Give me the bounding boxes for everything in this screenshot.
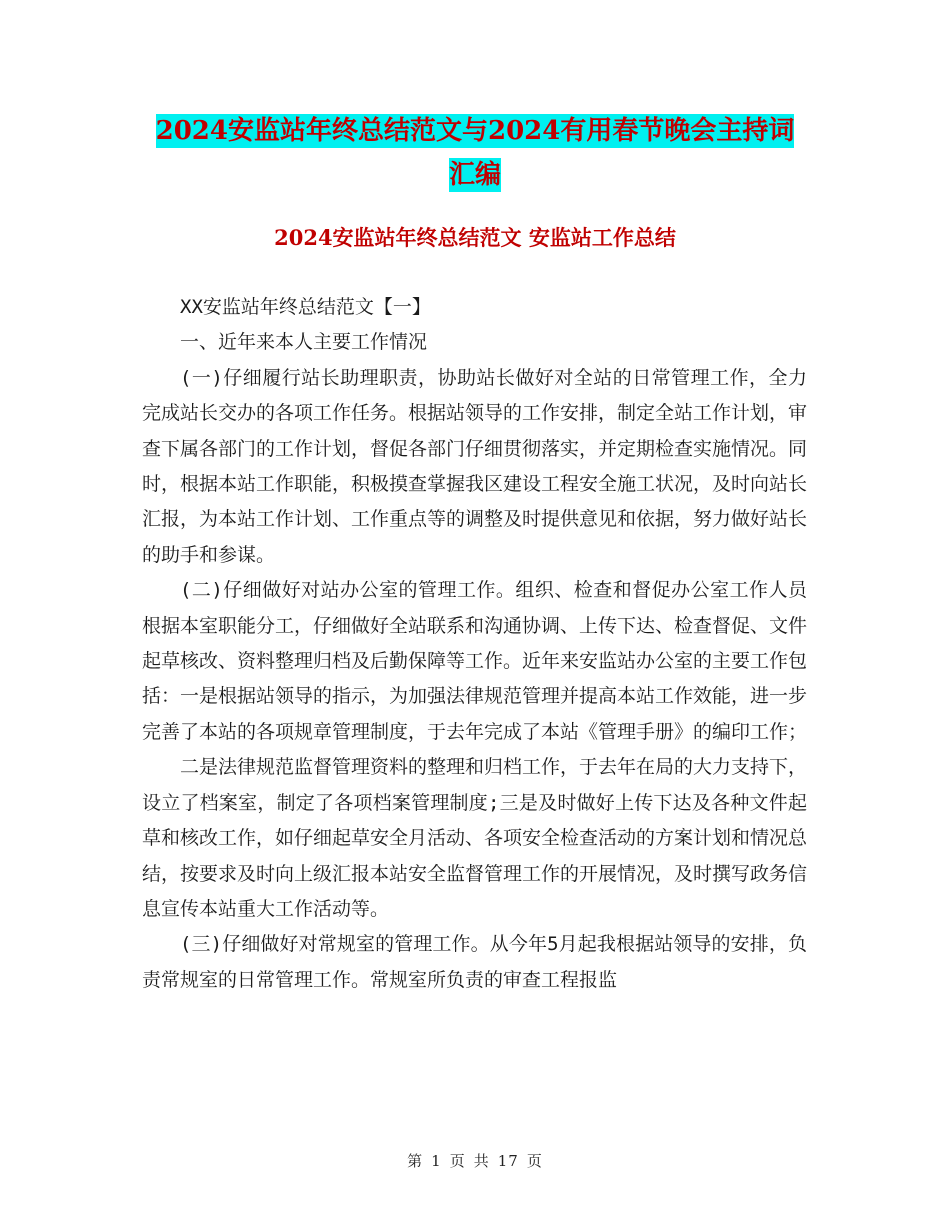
body-paragraph: XX安监站年终总结范文【一】 — [180, 296, 431, 318]
title-highlight: 汇编 — [448, 160, 501, 190]
footer-total-word: 共 — [473, 1152, 490, 1170]
document-body — [142, 290, 807, 998]
footer-suffix: 页 — [526, 1152, 543, 1170]
document-title-line-2 — [0, 154, 950, 196]
body-paragraph: (一)仔细履行站长助理职责，协助站长做好对全站的日常管理工作，全力完成站长交办的各项工作任务。根据站领导的工作安排，制定全站工作计划，审查下属各部门的工作计划，督促各部门仔细贯彻落实，并定期检查实施情况。同时，根据本站工作职能，积极摸查掌握我区建设工程安全施工状况，及时向站长汇报，为本站工作计划、工作重点等的调整及时提供意见和依据，努力做好站长的助手和参谋。 — [142, 366, 808, 566]
document-title-line-1 — [0, 110, 950, 152]
footer-prefix: 第 — [407, 1152, 424, 1170]
total-page-count: 17 — [497, 1152, 519, 1170]
footer-page-word: 页 — [449, 1152, 466, 1170]
page-footer — [0, 1150, 950, 1171]
body-paragraph: (三)仔细做好对常规室的管理工作。从今年5月起我根据站领导的安排，负责常规室的日常管理工作。常规室所负责的审查工程报监 — [142, 933, 807, 991]
section-subtitle: 2024安监站年终总结范文 安监站工作总结 — [274, 225, 676, 250]
body-paragraph: (二)仔细做好对站办公室的管理工作。组织、检查和督促办公室工作人员根据本室职能分工，仔细做好全站联系和沟通协调、上传下达、检查督促、文件起草核改、资料整理归档及后勤保障等工作。近年来安监站办公室的主要工作包括：一是根据站领导的指示，为加强法律规范管理并提高本站工作效能，进一步完善了本站的各项规章管理制度，于去年完成了本站《管理手册》的编印工作； — [142, 579, 808, 743]
title-highlight: 2024安监站年终总结范文与2024有用春节晚会主持词 — [155, 116, 795, 146]
body-paragraph: 二是法律规范监督管理资料的整理和归档工作，于去年在局的大力支持下，设立了档案室，制定了各项档案管理制度;三是及时做好上传下达及各种文件起草和核改工作，如仔细起草安全月活动、各项安全检查活动的方案计划和情况总结，按要求及时向上级汇报本站安全监督管理工作的开展情况，及时撰写政务信息宣传本站重大工作活动等。 — [142, 756, 808, 920]
body-paragraph: 一、近年来本人主要工作情况 — [180, 331, 428, 354]
current-page-number: 1 — [431, 1152, 442, 1170]
